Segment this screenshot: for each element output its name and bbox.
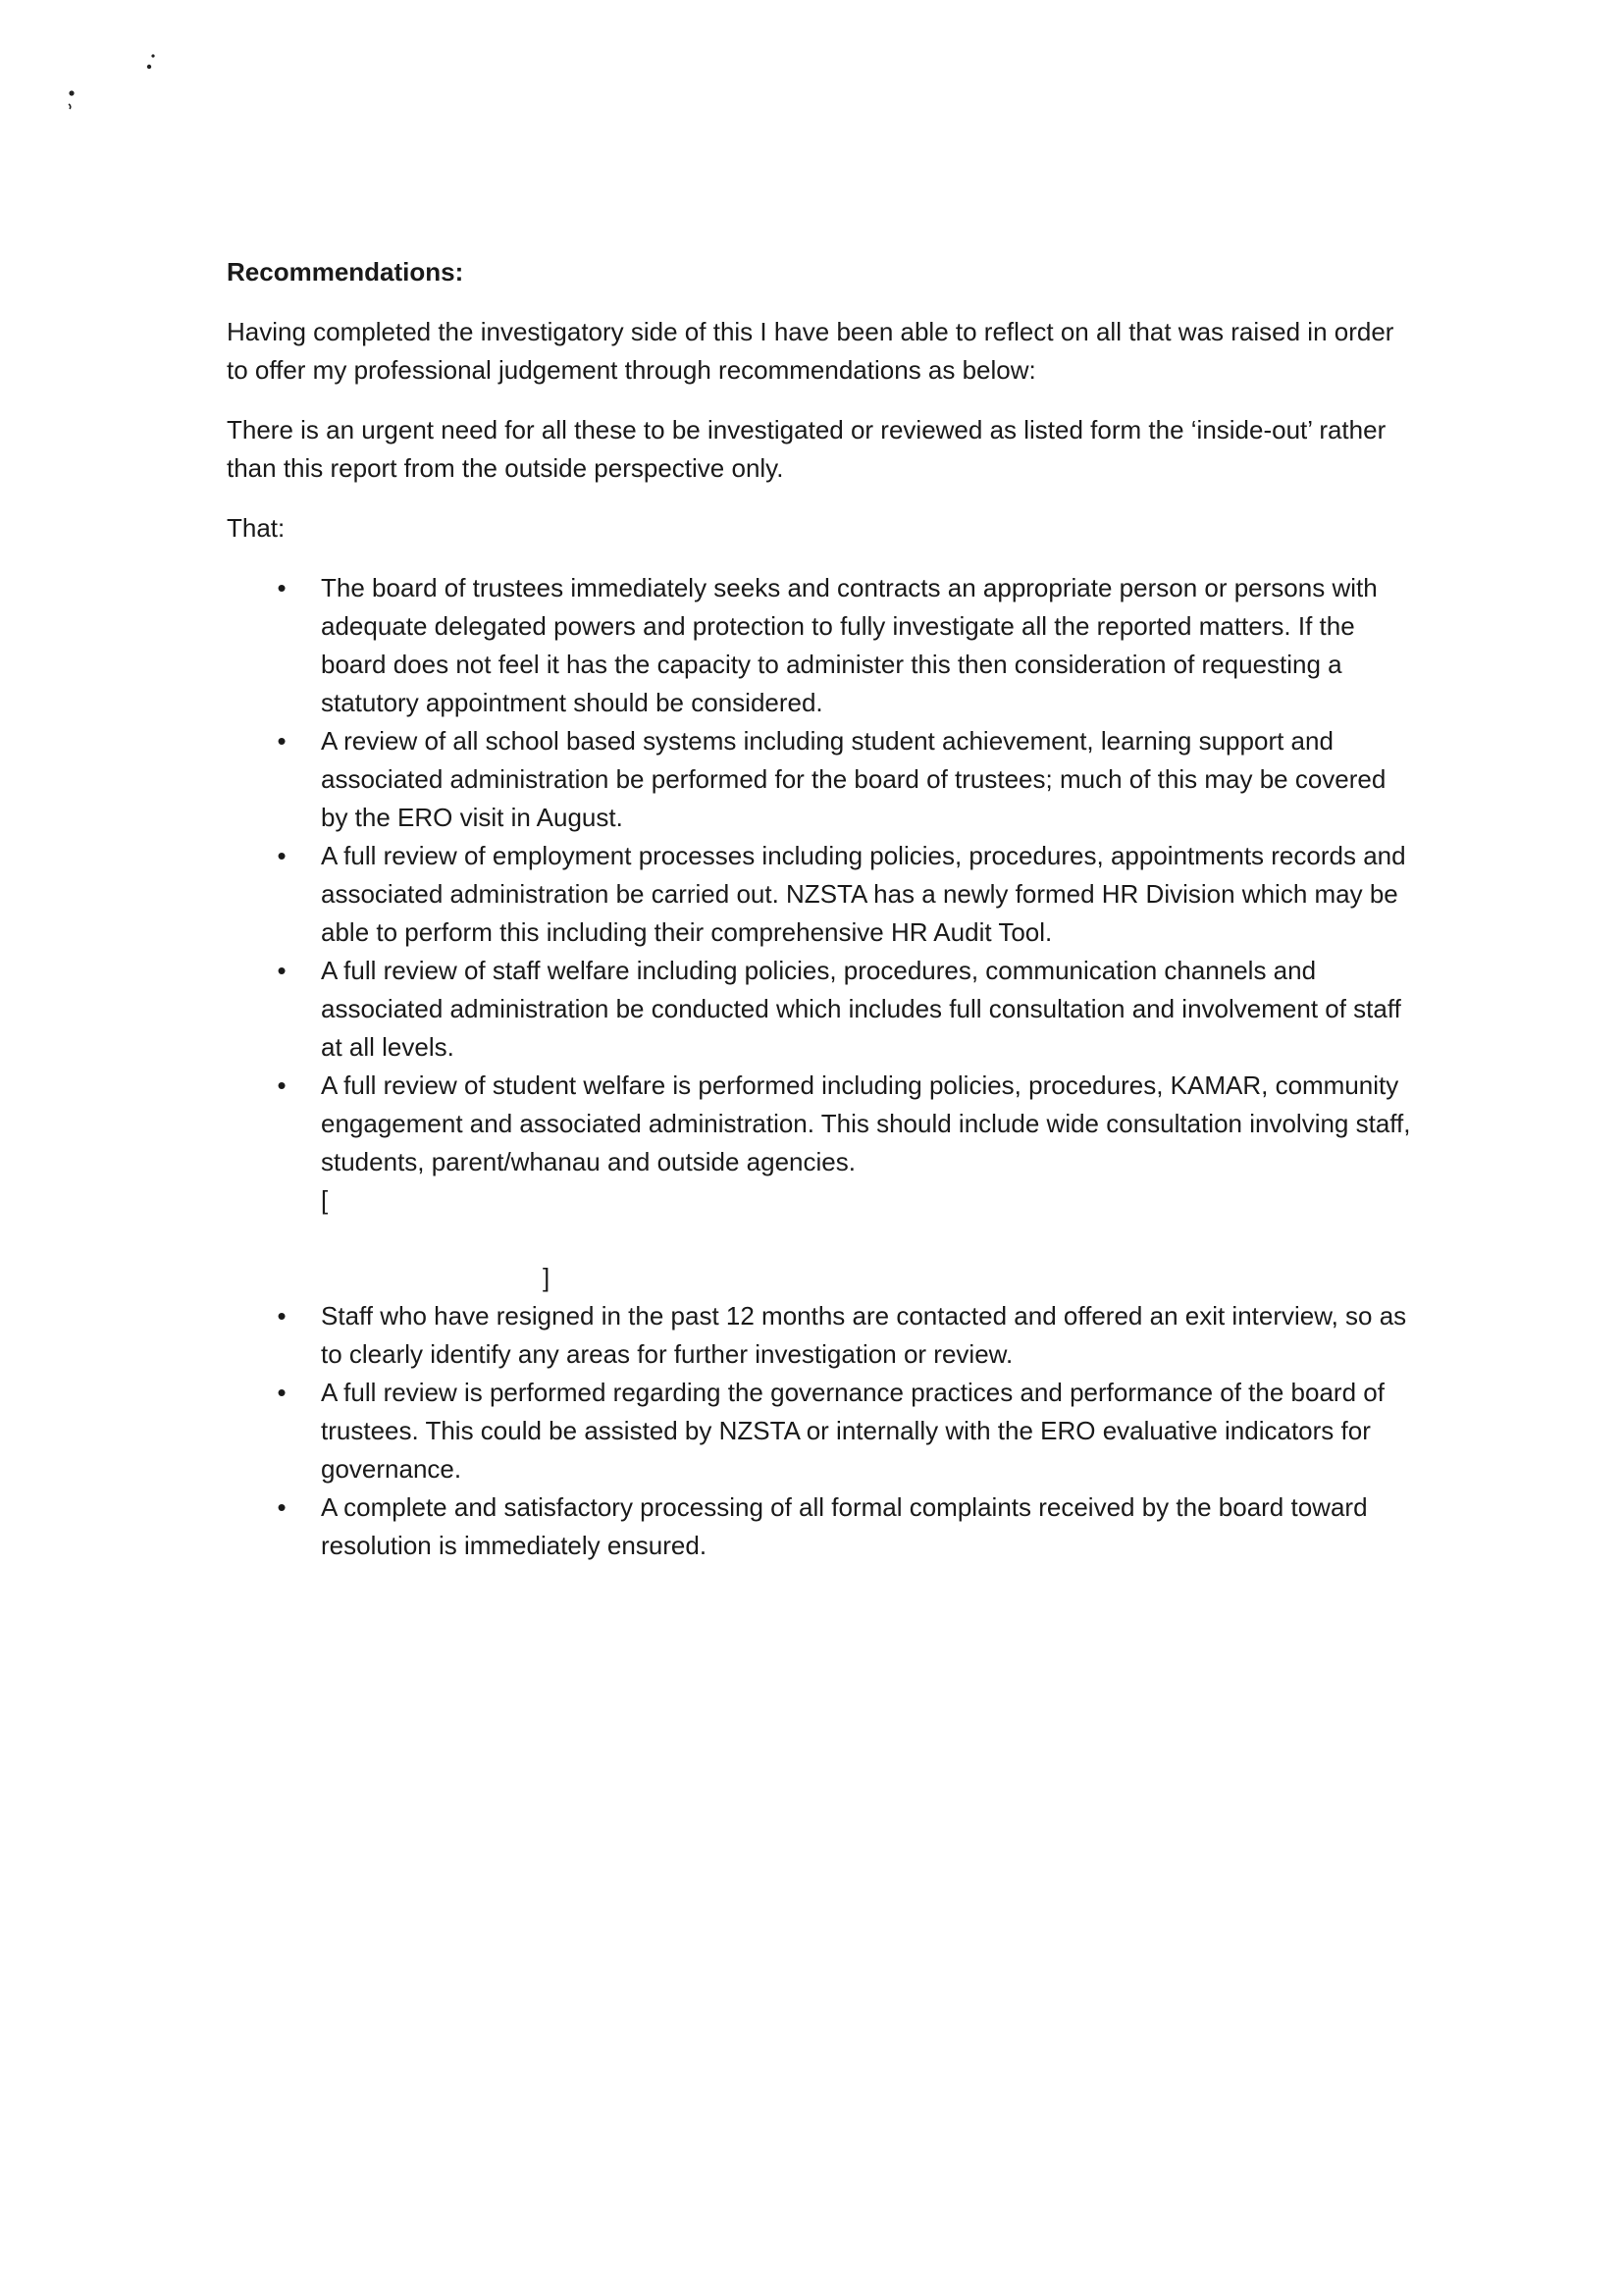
bullet-icon: • [277, 956, 287, 985]
section-heading: Recommendations: [227, 257, 464, 287]
list-item [227, 1297, 1414, 1374]
bullet-icon: • [277, 1070, 287, 1100]
intro-paragraph: Having completed the investigatory side of this I have been able to reflect on all that was raised in order to offer my professional judgement through recommendations as below: [227, 317, 1394, 385]
bullet-icon: • [277, 573, 287, 602]
scan-speck-marks [0, 0, 196, 137]
recommendation-text: A review of all school based systems including student achievement, learning support and associated administration be performed for the board of trustees; much of this may be covered by the ERO visit in August. [321, 726, 1387, 832]
recommendation-text: A complete and satisfactory processing of all formal complaints received by the board toward resolution is immediately ensured. [321, 1492, 1368, 1560]
that-paragraph: That: [227, 513, 286, 543]
list-item [227, 569, 1414, 722]
list-item [227, 1067, 1414, 1297]
list-item [227, 952, 1414, 1067]
list-item [227, 837, 1414, 952]
redaction-close-bracket: ] [543, 1263, 550, 1292]
bullet-icon: • [277, 1378, 287, 1407]
list-item [227, 1374, 1414, 1488]
document-body [227, 253, 1414, 1565]
list-item [227, 722, 1414, 837]
recommendations-list [227, 569, 1414, 1565]
recommendation-text: A full review of employment processes including policies, procedures, appointments records and associated administration be carried out. NZSTA has a newly formed HR Division which may be able to perform this including their comprehensive HR Audit Tool. [321, 841, 1406, 947]
list-item [227, 1488, 1414, 1565]
bullet-icon: • [277, 1492, 287, 1522]
bullet-icon: • [277, 1301, 287, 1331]
recommendation-text: A full review of staff welfare including policies, procedures, communication channels and associated administration be conducted which includes full consultation and involvement of staff at all levels. [321, 956, 1401, 1062]
bullet-icon: • [277, 841, 287, 870]
recommendation-text: A full review of student welfare is performed including policies, procedures, KAMAR, community engagement and associated administration. This should include wide consultation involving staff, students, parent/whanau and outside agencies. [321, 1070, 1411, 1176]
recommendation-text: The board of trustees immediately seeks and contracts an appropriate person or persons with adequate delegated powers and protection to fully investigate all the reported matters. If the board does not feel it has the capacity to administer this then consideration of requesting a statutory appointment should be considered. [321, 573, 1378, 717]
urgent-need-paragraph: There is an urgent need for all these to be investigated or reviewed as listed form the ‘inside-out’ rather than this report from the outside perspective only. [227, 415, 1387, 483]
redacted-gap [321, 1220, 1414, 1259]
recommendation-text: A full review is performed regarding the governance practices and performance of the board of trustees. This could be assisted by NZSTA or internally with the ERO evaluative indicators for governance. [321, 1378, 1385, 1484]
bullet-icon: • [277, 726, 287, 756]
recommendation-text: Staff who have resigned in the past 12 months are contacted and offered an exit interview, so as to clearly identify any areas for further investigation or review. [321, 1301, 1407, 1369]
redaction-open-bracket: [ [321, 1185, 329, 1215]
